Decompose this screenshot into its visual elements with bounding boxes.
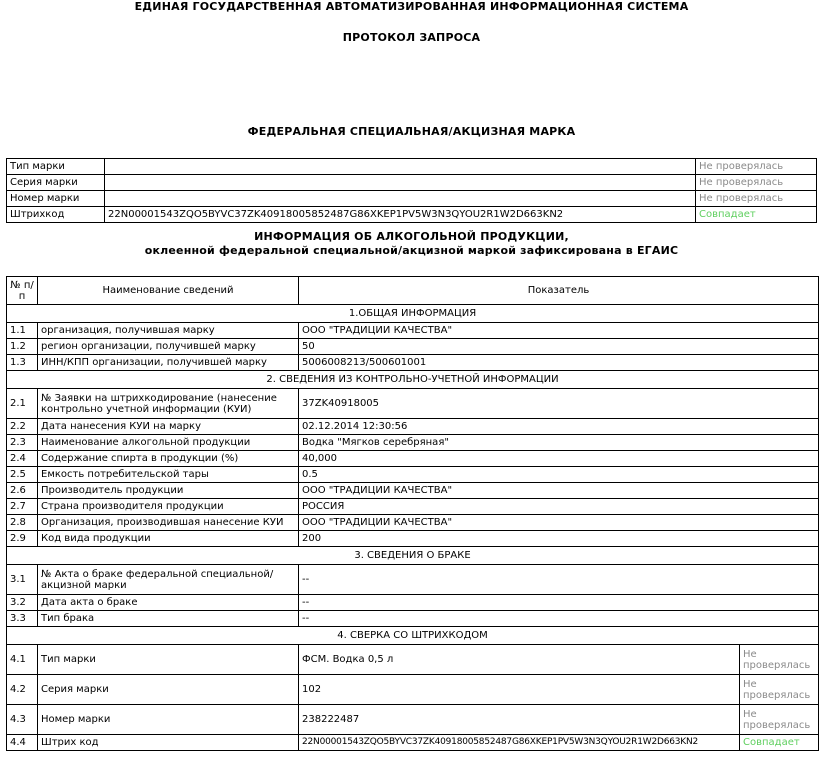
table-row (7, 735, 819, 751)
section-title: 1.ОБЩАЯ ИНФОРМАЦИЯ (7, 305, 819, 323)
row-name: Штрих код (38, 735, 299, 751)
row-name: № Заявки на штрихкодирование (нанесение контрольно учетной информации (КУИ) (38, 389, 299, 419)
table-row (7, 611, 819, 627)
table-row (7, 499, 819, 515)
row-num: 4.1 (7, 645, 38, 675)
row-value: РОССИЯ (299, 499, 819, 515)
row-name: Страна производителя продукции (38, 499, 299, 515)
table-row (7, 355, 819, 371)
row-num: 4.2 (7, 675, 38, 705)
row-name: Дата акта о браке (38, 595, 299, 611)
table-row (7, 207, 817, 223)
row-value: 238222487 (299, 705, 740, 735)
mark-status: Не проверялась (696, 159, 817, 175)
table-row (7, 515, 819, 531)
row-name: организация, получившая марку (38, 323, 299, 339)
table-row (7, 175, 817, 191)
row-num: 2.3 (7, 435, 38, 451)
col-header-value: Показатель (299, 277, 819, 305)
mark-table (6, 158, 817, 223)
row-num: 1.2 (7, 339, 38, 355)
table-row (7, 191, 817, 207)
row-num: 2.7 (7, 499, 38, 515)
row-value: ООО "ТРАДИЦИИ КАЧЕСТВА" (299, 515, 819, 531)
mark-status: Совпадает (696, 207, 817, 223)
section-row (7, 305, 819, 323)
row-num: 2.6 (7, 483, 38, 499)
info-title (0, 230, 823, 258)
section-title: 2. СВЕДЕНИЯ ИЗ КОНТРОЛЬНО-УЧЕТНОЙ ИНФОРМАЦИИ (7, 371, 819, 389)
table-row (7, 339, 819, 355)
row-value: ФСМ. Водка 0,5 л (299, 645, 740, 675)
row-name: Содержание спирта в продукции (%) (38, 451, 299, 467)
row-value: -- (299, 611, 819, 627)
row-name: Номер марки (38, 705, 299, 735)
info-title-line-1: ИНФОРМАЦИЯ ОБ АЛКОГОЛЬНОЙ ПРОДУКЦИИ, (254, 230, 569, 243)
mark-value (105, 159, 696, 175)
row-name: Организация, производившая нанесение КУИ (38, 515, 299, 531)
row-num: 1.1 (7, 323, 38, 339)
row-value: 02.12.2014 12:30:56 (299, 419, 819, 435)
row-num: 2.4 (7, 451, 38, 467)
row-name: Емкость потребительской тары (38, 467, 299, 483)
row-num: 1.3 (7, 355, 38, 371)
row-num: 2.9 (7, 531, 38, 547)
row-num: 3.1 (7, 565, 38, 595)
system-title: ЕДИНАЯ ГОСУДАРСТВЕННАЯ АВТОМАТИЗИРОВАННАЯ ИНФОРМАЦИОННАЯ СИСТЕМА (134, 0, 689, 13)
table-row (7, 595, 819, 611)
row-value: 5006008213/500601001 (299, 355, 819, 371)
table-row (7, 705, 819, 735)
row-name: Наименование алкогольной продукции (38, 435, 299, 451)
section-row (7, 371, 819, 389)
table-row (7, 451, 819, 467)
row-name: регион организации, получившей марку (38, 339, 299, 355)
table-row (7, 531, 819, 547)
row-value: 22N00001543ZQO5BYVC37ZK40918005852487G86XKEP1PV5W3N3QYOU2R1W2D663KN2 (299, 735, 740, 751)
col-header-num: № п/п (7, 277, 38, 305)
row-value: ООО "ТРАДИЦИИ КАЧЕСТВА" (299, 483, 819, 499)
row-value: 40,000 (299, 451, 819, 467)
section-title: 4. СВЕРКА СО ШТРИХКОДОМ (7, 627, 819, 645)
row-name: Код вида продукции (38, 531, 299, 547)
row-value: 102 (299, 675, 740, 705)
mark-label: Серия марки (7, 175, 105, 191)
row-status: Совпадает (740, 735, 819, 751)
mark-value (105, 191, 696, 207)
row-num: 2.2 (7, 419, 38, 435)
row-num: 3.2 (7, 595, 38, 611)
section-row (7, 627, 819, 645)
table-row (7, 159, 817, 175)
protocol-title: ПРОТОКОЛ ЗАПРОСА (342, 31, 481, 44)
row-name: № Акта о браке федеральной специальной/ акцизной марки (38, 565, 299, 595)
table-row (7, 645, 819, 675)
row-num: 3.3 (7, 611, 38, 627)
table-row (7, 419, 819, 435)
info-table (6, 276, 819, 751)
row-name: ИНН/КПП организации, получившей марку (38, 355, 299, 371)
mark-status: Не проверялась (696, 191, 817, 207)
table-row (7, 435, 819, 451)
section-row (7, 547, 819, 565)
row-value: -- (299, 595, 819, 611)
table-row (7, 389, 819, 419)
row-value: ООО "ТРАДИЦИИ КАЧЕСТВА" (299, 323, 819, 339)
table-row (7, 467, 819, 483)
table-row (7, 323, 819, 339)
row-num: 2.5 (7, 467, 38, 483)
row-value: 37ZK40918005 (299, 389, 819, 419)
row-status: Не проверялась (740, 705, 819, 735)
row-num: 4.4 (7, 735, 38, 751)
mark-status: Не проверялась (696, 175, 817, 191)
row-status: Не проверялась (740, 675, 819, 705)
row-name: Тип марки (38, 645, 299, 675)
row-name: Серия марки (38, 675, 299, 705)
row-name: Тип брака (38, 611, 299, 627)
mark-label: Номер марки (7, 191, 105, 207)
info-title-line-2: оклеенной федеральной специальной/акцизной маркой зафиксирована в ЕГАИС (144, 244, 679, 257)
mark-label: Тип марки (7, 159, 105, 175)
mark-label: Штрихкод (7, 207, 105, 223)
mark-value: 22N00001543ZQO5BYVC37ZK40918005852487G86XKEP1PV5W3N3QYOU2R1W2D663KN2 (105, 207, 696, 223)
row-name: Производитель продукции (38, 483, 299, 499)
row-value: 200 (299, 531, 819, 547)
col-header-name: Наименование сведений (38, 277, 299, 305)
table-row (7, 483, 819, 499)
table-row (7, 675, 819, 705)
row-num: 2.1 (7, 389, 38, 419)
section-title: 3. СВЕДЕНИЯ О БРАКЕ (7, 547, 819, 565)
row-value: 50 (299, 339, 819, 355)
table-row (7, 565, 819, 595)
row-value: Водка "Мягков серебряная" (299, 435, 819, 451)
row-value: 0.5 (299, 467, 819, 483)
row-name: Дата нанесения КУИ на марку (38, 419, 299, 435)
mark-value (105, 175, 696, 191)
row-num: 4.3 (7, 705, 38, 735)
row-value: -- (299, 565, 819, 595)
row-num: 2.8 (7, 515, 38, 531)
row-status: Не проверялась (740, 645, 819, 675)
stamp-title: ФЕДЕРАЛЬНАЯ СПЕЦИАЛЬНАЯ/АКЦИЗНАЯ МАРКА (247, 125, 576, 138)
table-header-row (7, 277, 819, 305)
